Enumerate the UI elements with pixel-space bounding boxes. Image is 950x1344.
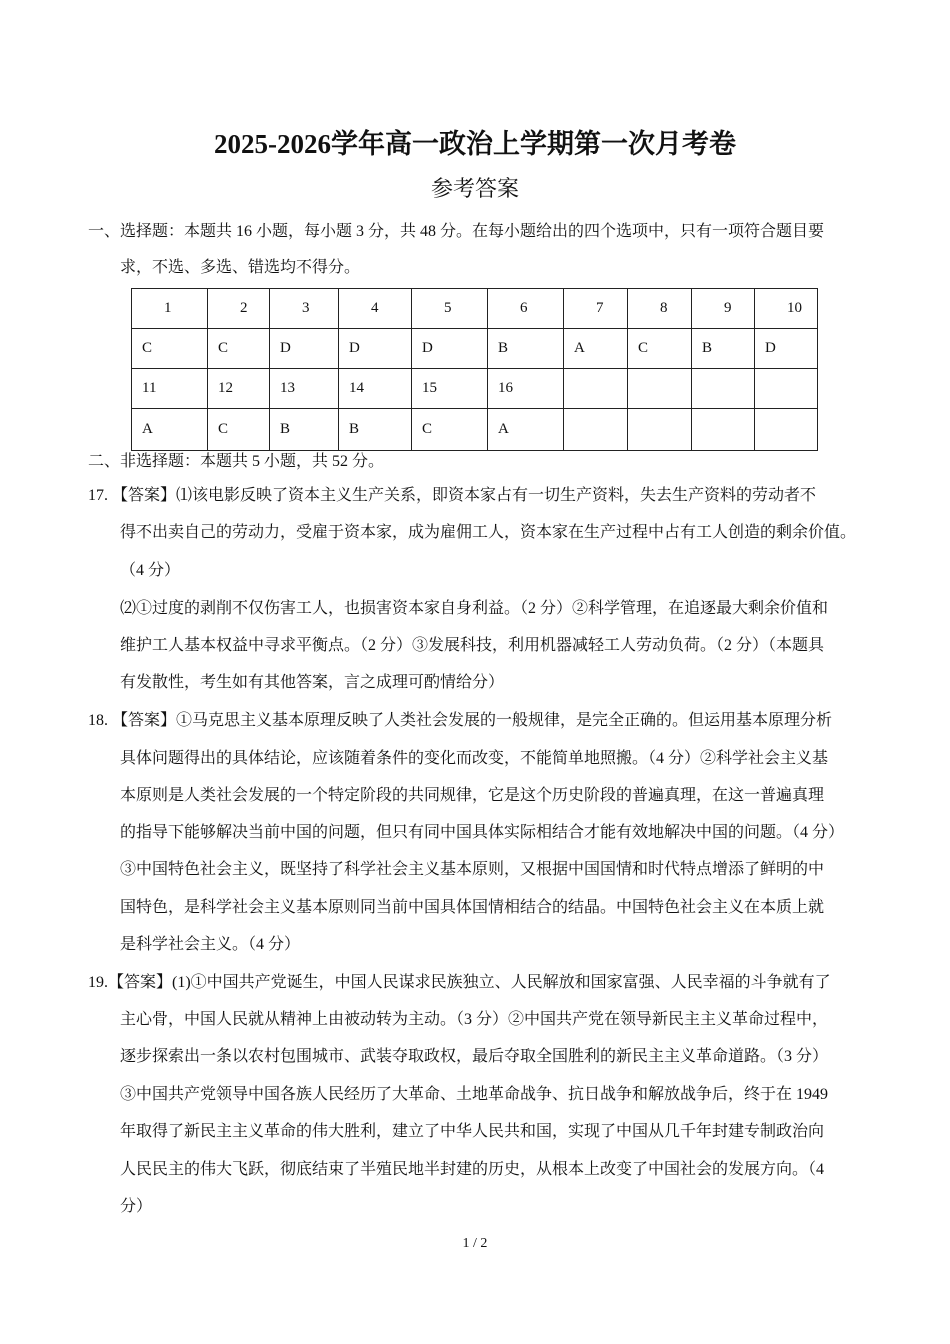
answer-19-line: 人民民主的伟大飞跃，彻底结束了半殖民地半封建的历史，从根本上改变了中国社会的发展方向。（4 <box>120 1161 825 1178</box>
table-cell: 1 <box>132 289 208 329</box>
answer-19-line: 逐步探索出一条以农村包围城市、武装夺取政权，最后夺取全国胜利的新民主主义革命道路。（3 分） <box>120 1048 829 1065</box>
table-cell <box>692 369 755 409</box>
table-cell: A <box>488 409 564 451</box>
table-cell: B <box>339 409 412 451</box>
answer-table <box>131 288 818 451</box>
answer-18-line: 是科学社会主义。（4 分） <box>120 936 301 953</box>
table-cell: D <box>270 329 339 369</box>
table-row <box>132 289 818 329</box>
table-cell: 9 <box>692 289 755 329</box>
table-cell: 8 <box>628 289 692 329</box>
answer-19-line: 19.【答案】(1)①中国共产党诞生，中国人民谋求民族独立、人民解放和国家富强、人民幸福的斗争就有了 <box>88 974 831 991</box>
table-cell: C <box>412 409 488 451</box>
section-heading-line: 求，不选、多选、错选均不得分。 <box>120 259 361 276</box>
section-heading-line: 一、选择题：本题共 16 小题，每小题 3 分，共 48 分。在每小题给出的四个选项中，只有一项符合题目要 <box>88 223 825 240</box>
table-cell: 11 <box>132 369 208 409</box>
table-cell: B <box>270 409 339 451</box>
table-cell <box>628 409 692 451</box>
table-cell: 3 <box>270 289 339 329</box>
table-cell: 14 <box>339 369 412 409</box>
answer-19-line: 主心骨，中国人民就从精神上由被动转为主动。（3 分）②中国共产党在领导新民主主义革命过程中， <box>120 1011 829 1028</box>
table-cell: C <box>208 409 270 451</box>
answer-17-line: 有发散性，考生如有其他答案，言之成理可酌情给分） <box>120 674 505 691</box>
table-cell: A <box>564 329 628 369</box>
table-cell: D <box>339 329 412 369</box>
answer-17-line: 得不出卖自己的劳动力，受雇于资本家，成为雇佣工人，资本家在生产过程中占有工人创造的剩余价值。 <box>120 524 857 541</box>
section-heading-line: 二、非选择题：本题共 5 小题，共 52 分。 <box>88 453 385 470</box>
table-row <box>132 369 818 409</box>
table-cell <box>564 409 628 451</box>
table-cell: 12 <box>208 369 270 409</box>
table-cell: 7 <box>564 289 628 329</box>
answer-19-line: ③中国共产党领导中国各族人民经历了大革命、土地革命战争、抗日战争和解放战争后，终于在 1949 <box>120 1086 829 1103</box>
table-cell <box>564 369 628 409</box>
table-cell: C <box>628 329 692 369</box>
table-cell: 4 <box>339 289 412 329</box>
table-cell: 15 <box>412 369 488 409</box>
document-subtitle: 参考答案 <box>430 176 519 201</box>
table-cell: 16 <box>488 369 564 409</box>
answer-19-line: 年取得了新民主主义革命的伟大胜利，建立了中华人民共和国，实现了中国从几千年封建专制政治向 <box>120 1123 825 1140</box>
table-cell: C <box>208 329 270 369</box>
table-row <box>132 329 818 369</box>
table-cell: 5 <box>412 289 488 329</box>
table-cell <box>755 369 818 409</box>
answer-18-line: 的指导下能够解决当前中国的问题，但只有同中国具体实际相结合才能有效地解决中国的问题。（4 分） <box>120 824 845 841</box>
answer-17-line: 维护工人基本权益中寻求平衡点。（2 分）③发展科技，利用机器减轻工人劳动负荷。（2 分）（本题具 <box>120 637 825 654</box>
answer-19-line: 分） <box>120 1198 153 1215</box>
table-cell: 13 <box>270 369 339 409</box>
table-cell: C <box>132 329 208 369</box>
page-number: 1 / 2 <box>462 1236 488 1251</box>
answer-17-line: ⑵①过度的剥削不仅伤害工人，也损害资本家自身利益。（2 分）②科学管理，在追逐最大剩余价值和 <box>120 600 829 617</box>
answer-17-line: 17. 【答案】⑴该电影反映了资本主义生产关系，即资本家占有一切生产资料，失去生产资料的劳动者不 <box>88 487 817 504</box>
table-cell: D <box>755 329 818 369</box>
table-cell: A <box>132 409 208 451</box>
table-cell <box>692 409 755 451</box>
answer-18-line: 18. 【答案】①马克思主义基本原理反映了人类社会发展的一般规律，是完全正确的。但运用基本原理分析 <box>88 712 833 729</box>
answer-18-line: 国特色，是科学社会主义基本原则同当前中国具体国情相结合的结晶。中国特色社会主义在本质上就 <box>120 899 825 916</box>
answer-18-line: 具体问题得出的具体结论，应该随着条件的变化而改变，不能简单地照搬。（4 分）②科学社会主义基 <box>120 750 829 767</box>
table-cell: 10 <box>755 289 818 329</box>
answer-18-line: ③中国特色社会主义，既坚持了科学社会主义基本原则，又根据中国国情和时代特点增添了鲜明的中 <box>120 861 825 878</box>
table-cell: D <box>412 329 488 369</box>
table-row <box>132 409 818 451</box>
table-cell: B <box>488 329 564 369</box>
table-cell: 2 <box>208 289 270 329</box>
document-title: 2025-2026学年高一政治上学期第一次月考卷 <box>214 129 736 159</box>
table-cell: B <box>692 329 755 369</box>
answer-17-line: （4 分） <box>120 562 181 579</box>
table-cell <box>628 369 692 409</box>
table-cell: 6 <box>488 289 564 329</box>
answer-18-line: 本原则是人类社会发展的一个特定阶段的共同规律，它是这个历史阶段的普遍真理，在这一普遍真理 <box>120 787 825 804</box>
table-cell <box>755 409 818 451</box>
